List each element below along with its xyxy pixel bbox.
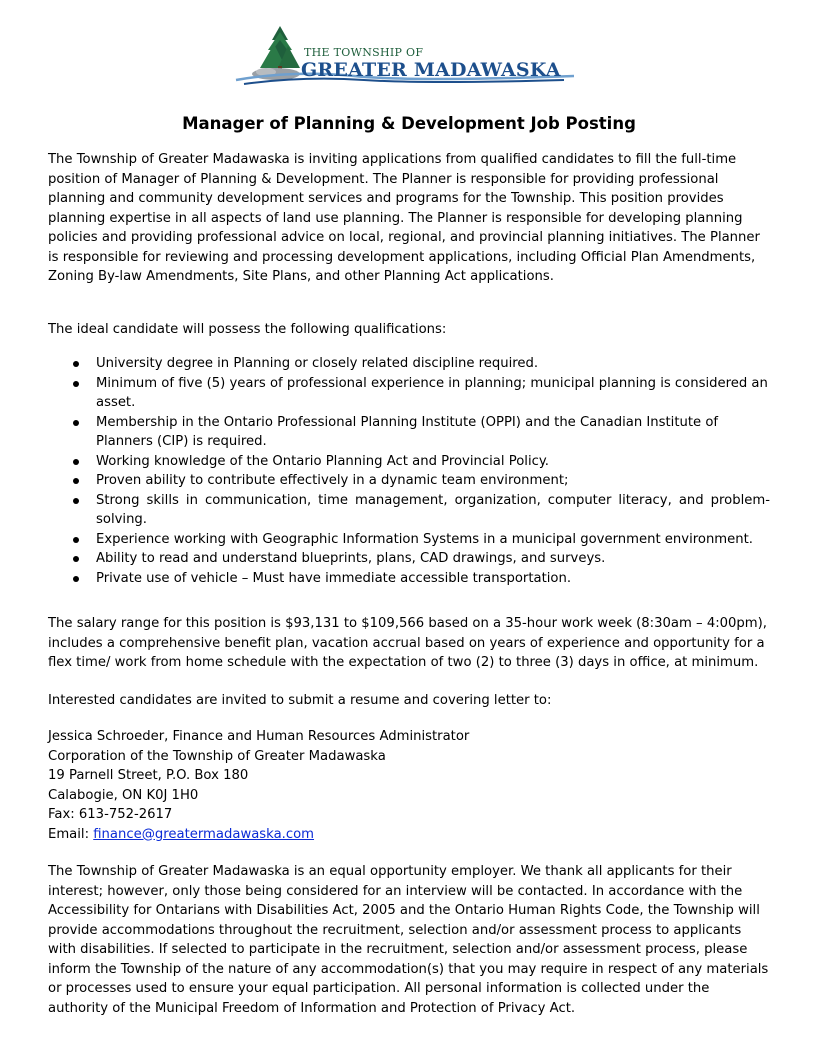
list-item: Membership in the Ontario Professional Planning Institute (OPPI) and the Canadian Institute of Planners (CIP) is required. — [48, 413, 770, 452]
contact-email-line — [48, 825, 770, 845]
bullet-icon — [73, 556, 79, 562]
page-title: Manager of Planning & Development Job Posting — [182, 114, 636, 133]
list-item: Strong skills in communication, time management, organization, computer literacy, and problem-solving. — [48, 491, 770, 530]
email-link[interactable]: finance@greatermadawaska.com — [93, 826, 315, 842]
list-item: Proven ability to contribute effectively in a dynamic team environment; — [48, 471, 770, 491]
logo-line-1: THE TOWNSHIP OF — [304, 46, 424, 59]
email-label: Email: — [48, 826, 94, 842]
contact-name: Jessica Schroeder, Finance and Human Resources Administrator — [48, 729, 470, 744]
list-item: Working knowledge of the Ontario Planning Act and Provincial Policy. — [48, 452, 770, 472]
qualifications-list — [48, 354, 770, 588]
contact-organization: Corporation of the Township of Greater Madawaska — [48, 748, 386, 764]
contact-fax: Fax: 613-752-2617 — [48, 807, 173, 822]
bullet-icon — [73, 459, 79, 465]
qualifications-intro: The ideal candidate will possess the following qualifications: — [48, 322, 447, 337]
bullet-icon — [73, 537, 79, 543]
list-item: Minimum of five (5) years of professional experience in planning; municipal planning is considered an asset. — [48, 374, 770, 413]
bullet-icon — [73, 381, 79, 387]
intro-paragraph: The Township of Greater Madawaska is inviting applications from qualified candidates to fill the full-time position of Manager of Planning & Development. The Planner is responsible for providing professional planning and community development services and programs for the Township. This position provides planning expertise in all aspects of land use planning. The Planner is responsible for developing planning policies and providing professional advice on local, regional, and provincial planning initiatives. The Planner is responsible for reviewing and processing development applications, including Official Plan Amendments, Zoning By-law Amendments, Site Plans, and other Planning Act applications. — [48, 152, 760, 284]
township-logo — [234, 22, 584, 90]
bullet-icon — [73, 478, 79, 484]
list-item: Private use of vehicle – Must have immediate accessible transportation. — [48, 569, 770, 589]
contact-city: Calabogie, ON K0J 1H0 — [48, 787, 199, 803]
contact-block — [48, 727, 770, 844]
logo-line-2: GREATER MADAWASKA — [301, 59, 561, 81]
bullet-icon — [73, 498, 79, 504]
contact-street: 19 Parnell Street, P.O. Box 180 — [48, 768, 249, 783]
bullet-icon — [73, 420, 79, 426]
invite-paragraph: Interested candidates are invited to submit a resume and covering letter to: — [48, 693, 552, 708]
bullet-icon — [73, 361, 79, 367]
bullet-icon — [73, 576, 79, 582]
salary-paragraph: The salary range for this position is $93,131 to $109,566 based on a 35-hour work week (8:30am – 4:00pm), includes a comprehensive benefit plan, vacation accrual based on years of experience and opportunity for a flex time/ work from home schedule with the expectation of two (2) to three (3) days in office, at minimum. — [48, 616, 767, 670]
list-item: University degree in Planning or closely related discipline required. — [48, 354, 770, 374]
list-item: Ability to read and understand blueprints, plans, CAD drawings, and surveys. — [48, 549, 770, 569]
list-item: Experience working with Geographic Information Systems in a municipal government environment. — [48, 530, 770, 550]
equal-opportunity-paragraph: The Township of Greater Madawaska is an equal opportunity employer. We thank all applicants for their interest; however, only those being considered for an interview will be contacted. In accordance with the Accessibility for Ontarians with Disabilities Act, 2005 and the Ontario Human Rights Code, the Township will provide accommodations throughout the recruitment, selection and/or assessment process to applicants with disabilities. If selected to participate in the recruitment, selection and/or assessment process, please inform the Township of the nature of any accommodation(s) that you may require in respect of any materials or processes used to ensure your equal participation. All personal information is collected under the authority of the Municipal Freedom of Information and Protection of Privacy Act. — [48, 864, 769, 1016]
